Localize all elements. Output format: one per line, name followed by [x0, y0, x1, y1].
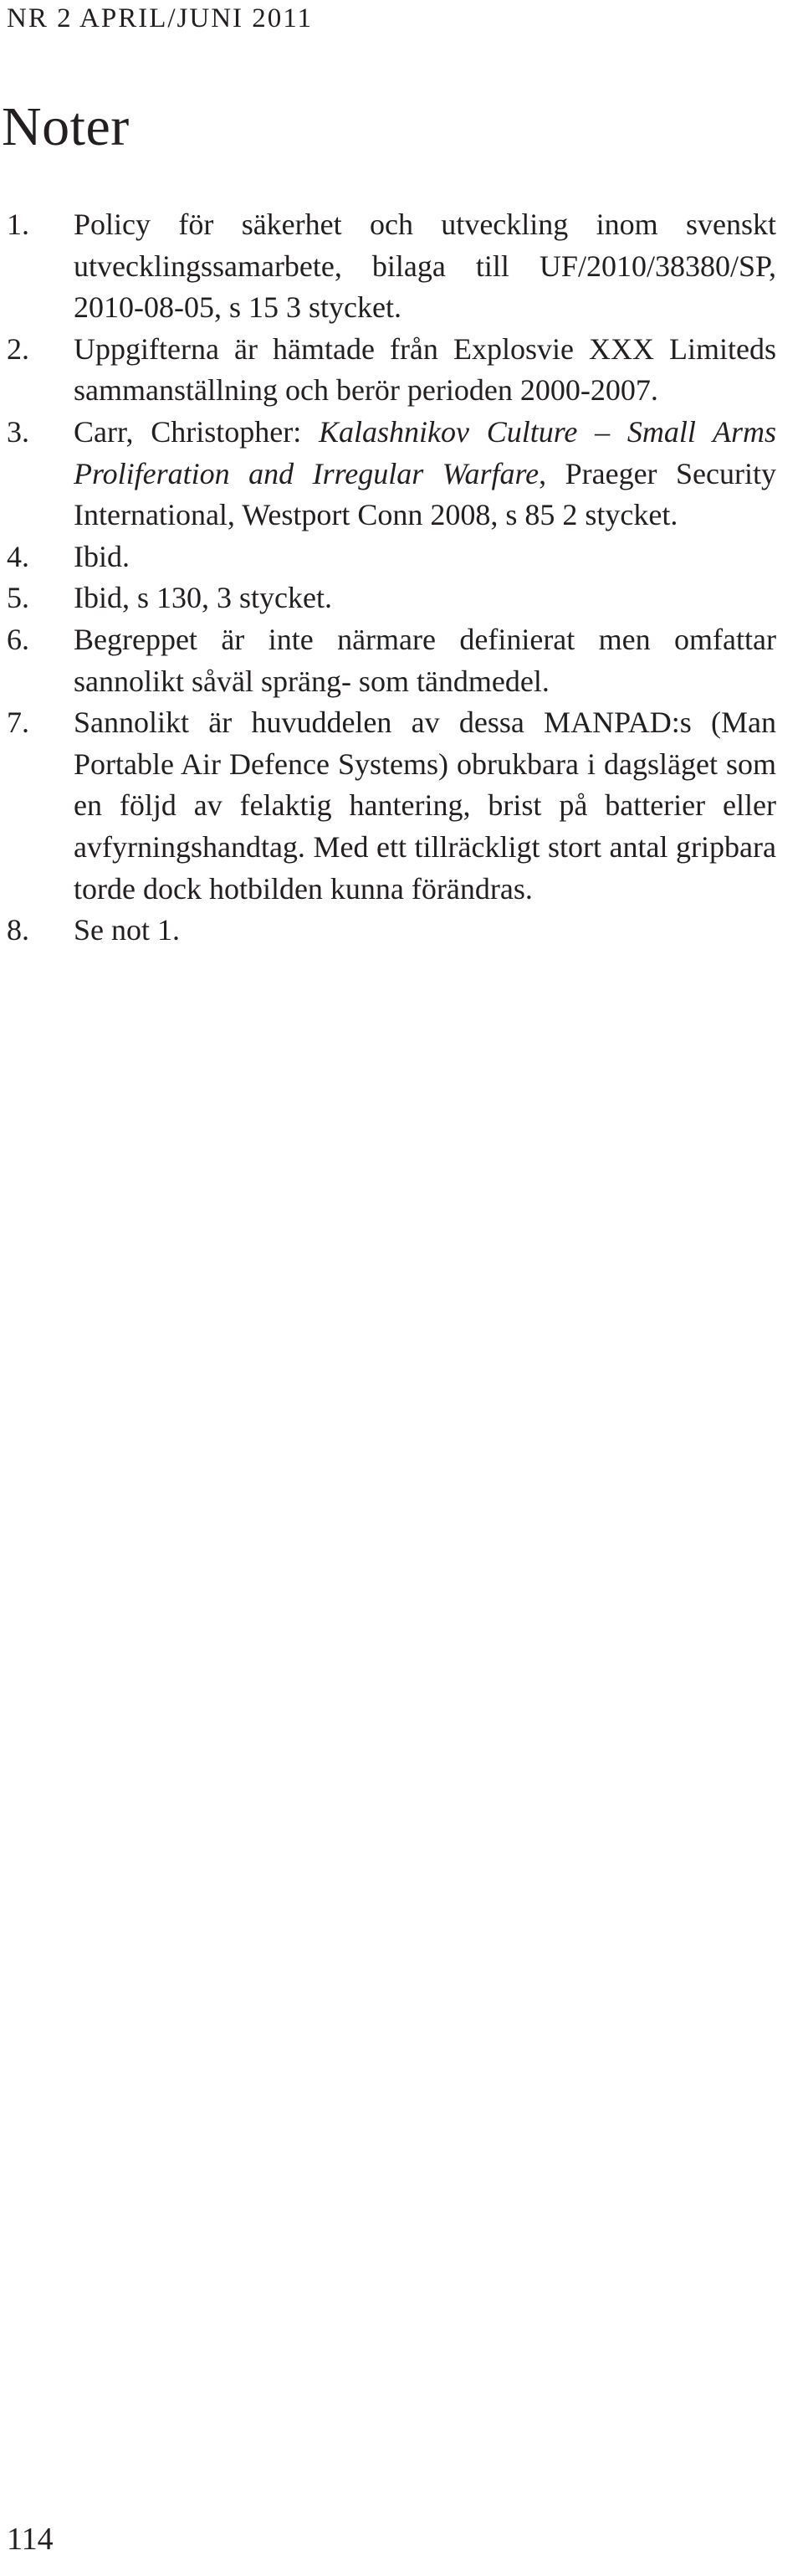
note-book-title: Kalashnikov Culture – Small Arms Proliferation and Irregular Warfare — [74, 414, 776, 490]
note-8 — [7, 910, 776, 952]
note-number: 1. — [7, 208, 29, 241]
note-text: Sannolikt är huvuddelen av dessa MANPAD:s (Man Portable Air Defence Systems) obrukbara i dagsläget som en följd av felaktig hantering, brist på batterier eller avfyrningshandtag. Med ett tillräckligt stort antal gripbara torde dock hotbilden kunna förändras. — [74, 706, 776, 906]
note-text: Se not 1. — [74, 913, 181, 947]
note-7 — [7, 702, 776, 910]
page-title: Noter — [2, 96, 130, 157]
page-number: 114 — [7, 2522, 54, 2557]
note-6 — [7, 619, 776, 702]
note-text: Policy för säkerhet och utveckling inom svenskt utvecklingssamarbete, bilaga till UF/2010/38380/SP, 2010-08-05, s 15 3 stycket. — [74, 208, 776, 325]
notes-list — [7, 204, 776, 952]
note-5 — [7, 577, 776, 619]
note-number: 2. — [7, 331, 29, 366]
note-text: Begreppet är inte närmare definierat men omfattar sannolikt såväl spräng- som tändmedel. — [74, 622, 776, 698]
note-number: 3. — [7, 414, 29, 449]
note-text: Uppgifterna är hämtade från Explosvie XXX Limiteds sammanställning och berör perioden 2000-2007. — [74, 331, 776, 408]
note-number: 7. — [7, 706, 29, 740]
note-3 — [7, 412, 776, 536]
note-2 — [7, 329, 776, 412]
note-number: 5. — [7, 581, 29, 615]
note-text: Ibid. — [74, 539, 130, 573]
note-number: 6. — [7, 622, 29, 656]
note-number: 8. — [7, 913, 29, 947]
note-author: Carr, Christopher: — [74, 414, 319, 449]
note-text: Ibid, s 130, 3 stycket. — [74, 581, 332, 615]
note-4 — [7, 536, 776, 578]
note-number: 4. — [7, 539, 29, 573]
note-publication-details: , Praeger Security International, Westport Conn 2008, s 85 2 stycket. — [74, 456, 776, 532]
running-head: NR 2 APRIL/JUNI 2011 — [7, 3, 314, 33]
note-1 — [7, 204, 776, 329]
